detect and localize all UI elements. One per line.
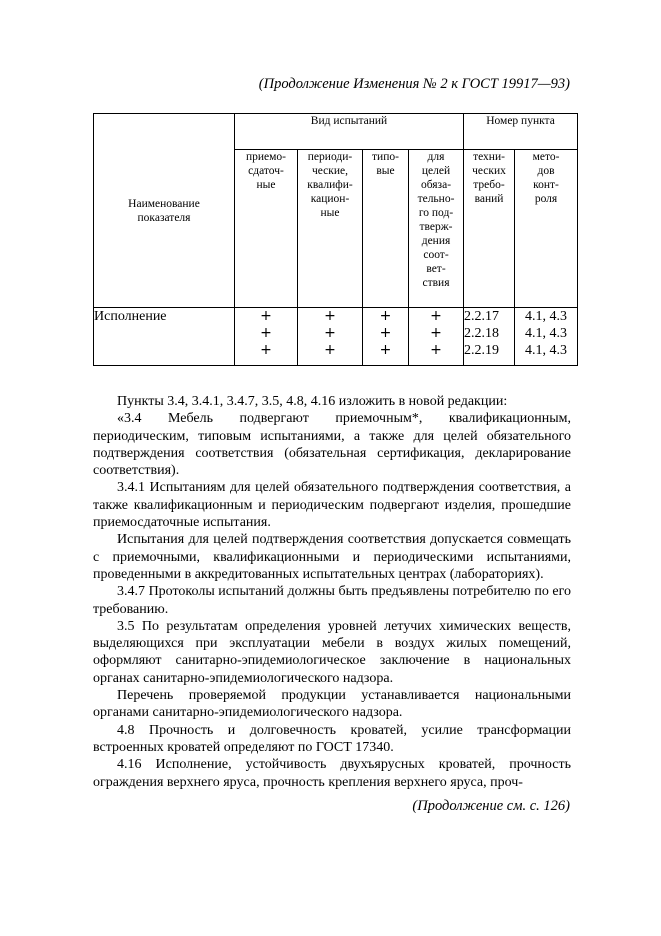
- paragraph: Перечень проверяемой продукции устанавливается национальными органами санитарно-эпидемиологического надзора.: [93, 688, 571, 721]
- paragraph: 3.5 По результатам определения уровней летучих химических веществ, выделяющихся при эксплуатации мебели в воздух жилых помещений, оформляют санитарно-эпидемиологическое заключение в национальных органах санитарно-эпидемиологического надзора.: [93, 618, 571, 686]
- header-indicator-name: Наименование показателя: [94, 114, 235, 308]
- header-clause-number: Номер пункта: [464, 114, 578, 150]
- paragraph: «3.4 Мебель подвергают приемочным*, квалификационным, периодическим, типовым испытаниями, а также для целей обязательного подтверждения соответствия (обязательная сертификация, декларирование соответствия).: [93, 411, 571, 479]
- subheader-tech-req: техни- ческих требо- ваний: [464, 150, 515, 308]
- marks-col-4: + + +: [409, 308, 464, 366]
- table-row: [94, 308, 578, 366]
- continuation-header: (Продолжение Изменения № 2 к ГОСТ 19917—93): [258, 76, 570, 92]
- body-text: [93, 393, 571, 791]
- subheader-acceptance: приемо- сдаточ- ные: [235, 150, 298, 308]
- tech-req-values: 2.2.17 2.2.18 2.2.19: [464, 308, 515, 366]
- tests-table: [93, 113, 578, 366]
- paragraph: Пункты 3.4, 3.4.1, 3.4.7, 3.5, 4.8, 4.16 изложить в новой редакции:: [117, 394, 508, 409]
- subheader-periodic: периоди- ческие, квалифи- кацион- ные: [298, 150, 363, 308]
- header-test-types: Вид испытаний: [235, 114, 464, 150]
- paragraph: 4.8 Прочность и долговечность кроватей, усилие трансформации встроенных кроватей определяют по ГОСТ 17340.: [93, 722, 571, 755]
- continuation-footer: (Продолжение см. с. 126): [412, 798, 570, 814]
- row-name: Исполнение: [94, 308, 235, 366]
- marks-col-3: + + +: [363, 308, 409, 366]
- paragraph: 4.16 Исполнение, устойчивость двухъярусных кроватей, прочность ограждения верхнего яруса, прочность крепления верхнего яруса, проч-: [93, 757, 571, 790]
- method-values: 4.1, 4.3 4.1, 4.3 4.1, 4.3: [515, 308, 578, 366]
- paragraph: Испытания для целей подтверждения соответствия допускается совмещать с приемочными, квалификационными и периодическими испытаниями, проведенными в аккредитованных испытательных центрах (лабораториях).: [93, 532, 571, 582]
- subheader-methods: мето- дов конт- роля: [515, 150, 578, 308]
- subheader-type: типо- вые: [363, 150, 409, 308]
- marks-col-1: + + +: [235, 308, 298, 366]
- subheader-conformity: для целей обяза- тельно- го под- тверж- дения соот- вет- ствия: [409, 150, 464, 308]
- paragraph: 3.4.7 Протоколы испытаний должны быть предъявлены потребителю по его требованию.: [93, 584, 571, 617]
- marks-col-2: + + +: [298, 308, 363, 366]
- paragraph: 3.4.1 Испытаниям для целей обязательного подтверждения соответствия, а также квалификационным и периодическим подвергают изделия, прошедшие приемосдаточные испытания.: [93, 480, 571, 531]
